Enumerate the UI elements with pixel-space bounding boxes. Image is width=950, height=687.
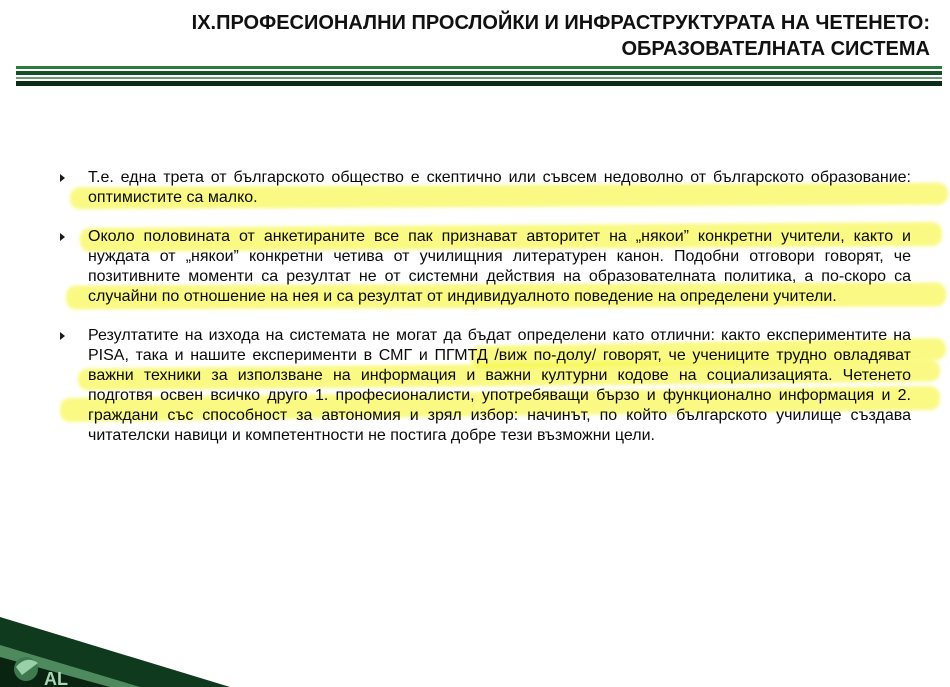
bullet-text: Около половината от анкетираните все пак признават авторитет на „някои” конкретни учители, както и нуждата от „някои” конкретни четива от училищния литературен канон. Подобни отговори говорят, че позитивните моменти са резултат не от системни действия на образователната политика, а по-скоро са случайни по отношение на нея и са резултат от индивидуалното поведение на определени учители. (88, 228, 911, 305)
bullet-text: Т.е. една трета от българското общество е скептично или съвсем недоволно от българското образование: оптимистите са малко. (88, 169, 911, 206)
bullet-arrow-icon (60, 233, 65, 241)
divider-line (16, 81, 942, 86)
corner-logo (0, 597, 230, 687)
divider-line (16, 71, 942, 75)
title-line-1: IX.ПРОФЕСИОНАЛНИ ПРОСЛОЙКИ И ИНФРАСТРУКТУРАТА НА ЧЕТЕНЕТО: (191, 12, 930, 34)
divider-line (16, 66, 942, 69)
bullet-arrow-icon (60, 332, 65, 340)
divider-line (16, 77, 942, 79)
slide-title (30, 10, 930, 62)
bullet-item (60, 326, 911, 446)
bullet-item (60, 227, 911, 307)
logo-text: AL (44, 669, 68, 687)
bullet-list (60, 168, 911, 465)
bullet-item (60, 168, 911, 208)
logo-icon (14, 657, 38, 681)
title-line-2: ОБРАЗОВАТЕЛНАТА СИСТЕМА (621, 38, 930, 60)
bullet-text: Резултатите на изхода на системата не могат да бъдат определени като отлични: както експериментите на PISA, така и нашите експерименти в СМГ и ПГМТД /виж по-долу/ говорят, че учениците трудно овладяват важни техники за използване на информация и важни културни кодове на социализацията. Четенето подготвя освен всичко друго 1. професионалисти, употребяващи бързо и функционално информация и 2. граждани със способност за автономия и зрял избор: начинът, по който българското училище създава читателски навици и компетентности не постига добре тези възможни цели. (88, 327, 911, 444)
bullet-arrow-icon (60, 174, 65, 182)
